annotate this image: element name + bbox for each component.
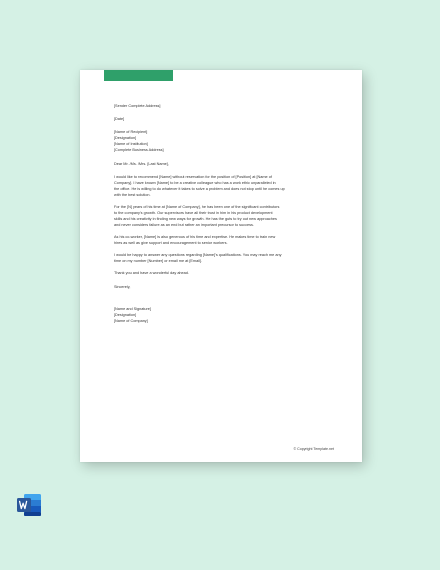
signature-company: [Name of Company] (114, 319, 148, 323)
recipient-designation: [Designation] (114, 136, 137, 140)
paragraph-line: For the [N] years of his time at [Name of Company], he has been one of the significant contributors (114, 205, 280, 209)
paragraph-3 (114, 234, 344, 246)
paragraph-1 (114, 174, 344, 198)
letter-body (114, 103, 344, 324)
signature-block (114, 306, 344, 324)
paragraph-line: I would be happy to answer any questions regarding [Name]'s qualifications. You may reach me any (114, 253, 282, 257)
copyright-text: © Copyright Template.net (293, 447, 334, 451)
paragraph-line: skills and his creativity in finding new ways for growth. He has the guts to try out new approaches (114, 217, 277, 221)
paragraph-line: the office. He is willing to do whatever it takes to solve a problem and does not stop until he comes up (114, 187, 285, 191)
signature-designation: [Designation] (114, 313, 137, 317)
paragraph-line: Company]. I have known [Name] to be a creative colleague who has a work ethic unparalleled in (114, 181, 276, 185)
paragraph-line: As his co-worker, [Name] is also generous of his time and expertise. He makes time to train new (114, 235, 276, 239)
paragraph-line: and never considers failure as an end but rather an important precursor to success. (114, 223, 254, 227)
recipient-institution: [Name of Institution] (114, 142, 148, 146)
paragraph-line: I would like to recommend [Name] without reservation for the position of [Position] at [Name of (114, 175, 272, 179)
recipient-address: [Complete Business Address] (114, 148, 164, 152)
sender-address: [Sender Complete Address] (114, 104, 161, 108)
microsoft-word-icon (15, 491, 43, 519)
letter-date: [Date] (114, 117, 125, 121)
paragraph-line: hires as well as give support and encouragement to senior workers. (114, 241, 228, 245)
salutation: Dear Mr. /Ms. /Mrs. [Last Name], (114, 162, 169, 166)
sign-off: Sincerely, (114, 285, 131, 289)
paragraph-2 (114, 204, 344, 228)
letter-page (80, 70, 362, 462)
paragraph-line: to the company's growth. Our supervisors have all their trust in him in his product development (114, 211, 273, 215)
recipient-name: [Name of Recipient] (114, 130, 148, 134)
paragraph-line: time on my number [Number] or email me at [Email]. (114, 259, 202, 263)
paragraph-line: with the best solution. (114, 193, 151, 197)
paragraph-4 (114, 252, 344, 264)
recipient-block (114, 129, 344, 153)
closing-thanks: Thank you and have a wonderful day ahead. (114, 271, 189, 275)
accent-header-bar (104, 70, 173, 81)
signature-name: [Name and Signature] (114, 307, 151, 311)
